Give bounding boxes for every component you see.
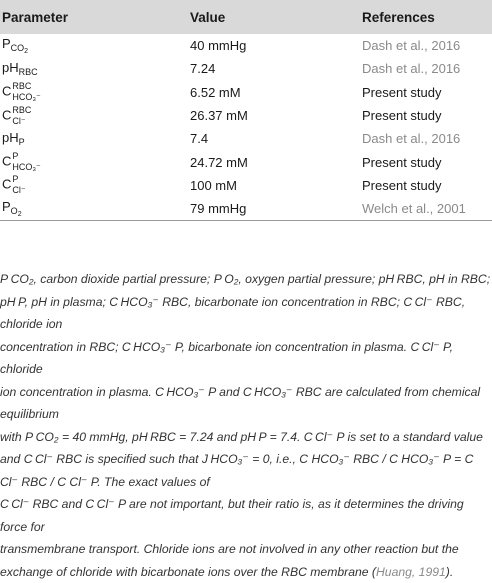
parameter-value: 40 mmHg	[188, 34, 360, 57]
symbol-base: C	[2, 84, 11, 99]
table-row	[0, 34, 492, 57]
symbol-base: P	[2, 36, 11, 51]
symbol-base: C	[2, 177, 11, 192]
table-header-row	[0, 0, 492, 34]
footnote-line: concentration in RBC; C HCO₃⁻ P, bicarbonate ion concentration in plasma. C Cl⁻ P, chloride	[0, 336, 492, 381]
symbol-superscript: RBC	[12, 82, 40, 91]
symbol-scripts	[12, 153, 40, 171]
table-row	[0, 104, 492, 127]
header-value: Value	[188, 0, 360, 34]
table-row	[0, 150, 492, 173]
symbol-subscript: HCO₃⁻	[12, 93, 40, 102]
table-row	[0, 81, 492, 104]
reference-text: Present study	[360, 150, 492, 173]
symbol-scripts	[12, 83, 40, 101]
parameter-symbol	[0, 127, 188, 150]
header-references: References	[360, 0, 492, 34]
symbol-subscript: P	[19, 137, 25, 147]
parameter-value: 26.37 mM	[188, 104, 360, 127]
parameter-value: 100 mM	[188, 174, 360, 197]
parameter-symbol	[0, 150, 188, 173]
header-parameter: Parameter	[0, 0, 188, 34]
symbol-base: pH	[2, 60, 19, 75]
symbol-subscript: HCO₃⁻	[12, 163, 40, 172]
table-footnote	[0, 268, 492, 583]
symbol-base: P	[2, 199, 11, 214]
symbol-scripts	[12, 107, 31, 125]
reference-link[interactable]: Dash et al., 2016	[360, 34, 492, 57]
parameter-value: 24.72 mM	[188, 150, 360, 173]
symbol-scripts	[12, 176, 25, 194]
symbol-subscript: RBC	[19, 67, 38, 77]
symbol-subscript-index: 2	[18, 211, 22, 218]
footnote-line: P CO₂, carbon dioxide partial pressure; P O₂, oxygen partial pressure; pH RBC, pH in RBC;	[0, 268, 492, 291]
parameter-symbol	[0, 81, 188, 104]
table-row	[0, 57, 492, 80]
parameter-symbol	[0, 104, 188, 127]
parameter-symbol	[0, 34, 188, 57]
reference-text: Present study	[360, 174, 492, 197]
symbol-subscript-index: 2	[24, 48, 28, 55]
footnote-line: ion concentration in plasma. C HCO₃⁻ P and C HCO₃⁻ RBC are calculated from chemical equilibrium	[0, 381, 492, 426]
table-row	[0, 174, 492, 197]
reference-link[interactable]: Dash et al., 2016	[360, 57, 492, 80]
parameter-symbol	[0, 197, 188, 221]
symbol-subscript: O	[11, 206, 18, 216]
symbol-base: pH	[2, 130, 19, 145]
footnote-line: exchange of chloride with bicarbonate ions over the RBC membrane (Huang, 1991).	[0, 561, 492, 583]
reference-text: Present study	[360, 104, 492, 127]
citation-link-huang[interactable]: Huang, 1991	[376, 565, 446, 579]
parameter-table	[0, 0, 492, 221]
reference-link[interactable]: Dash et al., 2016	[360, 127, 492, 150]
table-row	[0, 127, 492, 150]
parameter-value: 7.4	[188, 127, 360, 150]
symbol-subscript: Cl⁻	[12, 186, 25, 195]
reference-text: Present study	[360, 81, 492, 104]
symbol-subscript: CO	[11, 43, 25, 53]
table-row	[0, 197, 492, 221]
symbol-superscript: RBC	[12, 106, 31, 115]
parameter-symbol	[0, 57, 188, 80]
footnote-line: and C Cl⁻ RBC is specified such that J HCO₃⁻ = 0, i.e., C HCO₃⁻ RBC / C HCO₃⁻ P = C Cl⁻ RBC / C Cl⁻ P. The exact values of	[0, 448, 492, 493]
symbol-base: C	[2, 154, 11, 169]
symbol-base: C	[2, 107, 11, 122]
parameter-value: 6.52 mM	[188, 81, 360, 104]
reference-link[interactable]: Welch et al., 2001	[360, 197, 492, 221]
symbol-superscript: P	[12, 152, 40, 161]
parameter-symbol	[0, 174, 188, 197]
footnote-line: C Cl⁻ RBC and C Cl⁻ P are not important, but their ratio is, as it determines the driving force for	[0, 493, 492, 538]
footnote-line: with P CO₂ = 40 mmHg, pH RBC = 7.24 and pH P = 7.4. C Cl⁻ P is set to a standard value	[0, 426, 492, 449]
symbol-superscript: P	[12, 175, 25, 184]
footnote-line: pH P, pH in plasma; C HCO₃⁻ RBC, bicarbonate ion concentration in RBC; C Cl⁻ RBC, chloride ion	[0, 291, 492, 336]
parameter-value: 79 mmHg	[188, 197, 360, 221]
footnote-line: transmembrane transport. Chloride ions are not involved in any other reaction but the	[0, 538, 492, 561]
symbol-subscript: Cl⁻	[12, 117, 31, 126]
parameter-value: 7.24	[188, 57, 360, 80]
